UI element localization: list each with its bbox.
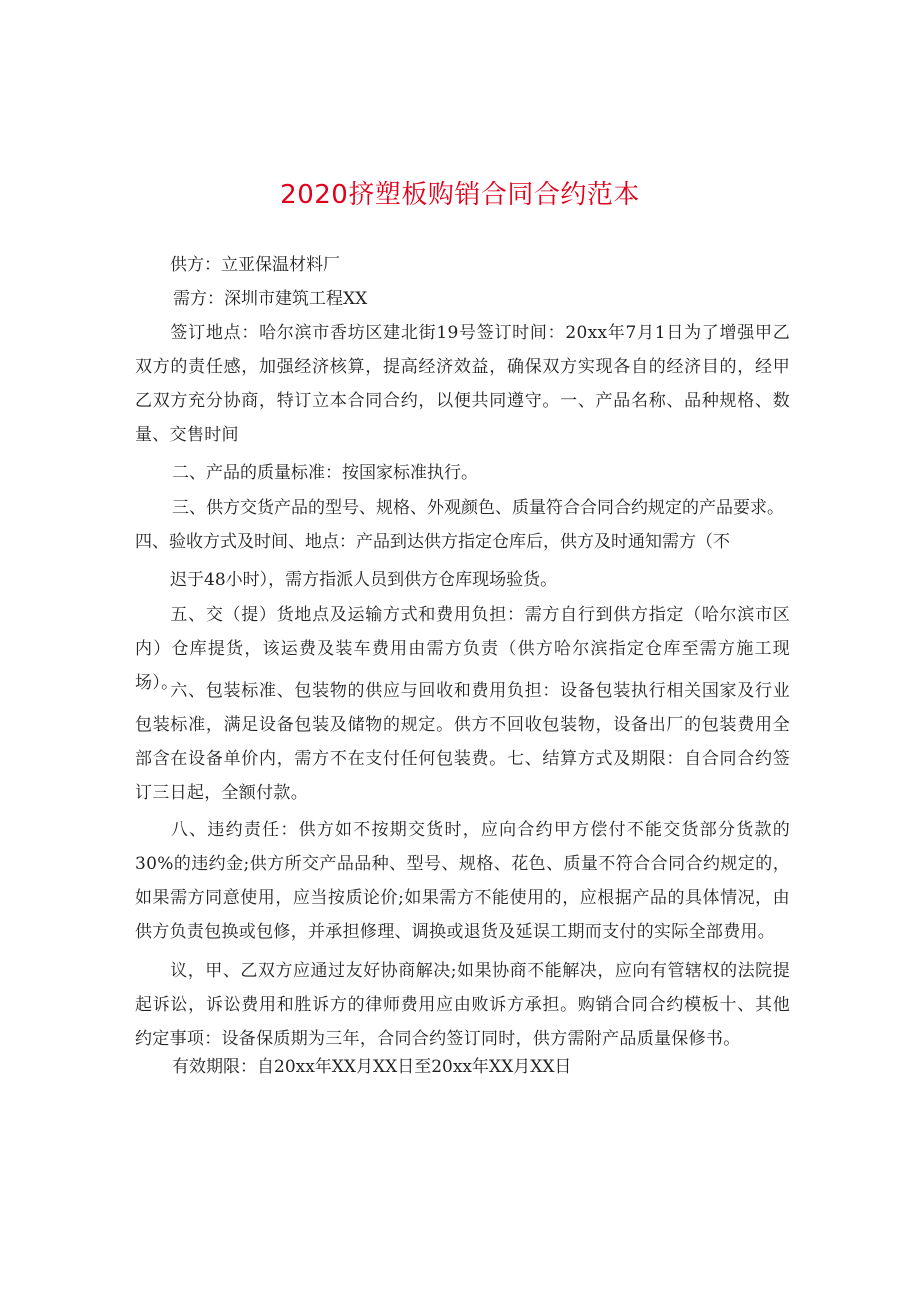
paragraph-transport-text: 五、交（提）货地点及运输方式和费用负担：需方自行到供方指定（哈尔滨市区内）仓库提货，该运费及装车费用由需方负责（供方哈尔滨指定仓库至需方施工现场）。	[135, 605, 790, 693]
paragraph-dispute	[135, 954, 790, 1056]
supplier-line: 供方：立亚保温材料厂	[170, 255, 340, 275]
paragraph-signing-text: 签订地点：哈尔滨市香坊区建北街19号签订时间：20xx年7月1日为了增强甲乙双方的责任感，加强经济核算，提高经济效益，确保双方实现各自的经济目的，经甲乙双方充分协商，特订立本合同合约，以便共同遵守。一、产品名称、品种规格、数量、交售时间	[135, 323, 790, 445]
paragraph-signing	[135, 316, 790, 452]
buyer-line: 需方：深圳市建筑工程XX	[173, 289, 368, 309]
paragraph-packaging	[135, 674, 790, 810]
paragraph-quality: 二、产品的质量标准：按国家标准执行。	[172, 463, 478, 483]
paragraph-acceptance-line1: 四、验收方式及时间、地点：产品到达供方指定仓库后，供方及时通知需方（不	[135, 532, 730, 552]
document-title: 2020挤塑板购销合同合约范本	[280, 180, 640, 210]
paragraph-delivery-spec: 三、供方交货产品的型号、规格、外观颜色、质量符合合同合约规定的产品要求。	[172, 498, 784, 518]
paragraph-dispute-text: 议，甲、乙双方应通过友好协商解决;如果协商不能解决，应向有管辖权的法院提起诉讼，诉讼费用和胜诉方的律师费用应由败诉方承担。购销合同合约模板十、其他约定事项：设备保质期为三年，合同合约签订同时，供方需附产品质量保修书。	[135, 961, 790, 1049]
paragraph-acceptance-line2: 迟于48小时），需方指派人员到供方仓库现场验货。	[170, 570, 558, 590]
validity-line: 有效期限：自20xx年XX月XX日至20xx年XX月XX日	[172, 1057, 572, 1077]
paragraph-packaging-text: 六、包装标准、包装物的供应与回收和费用负担：设备包装执行相关国家及行业包装标准，满足设备包装及储物的规定。供方不回收包装物，设备出厂的包装费用全部含在设备单价内，需方不在支付任何包装费。七、结算方式及期限：自合同合约签订三日起，全额付款。	[135, 681, 790, 803]
paragraph-breach	[135, 813, 790, 949]
paragraph-breach-text: 八、违约责任：供方如不按期交货时，应向合约甲方偿付不能交货部分货款的30%的违约金;供方所交产品品种、型号、规格、花色、质量不符合合同合约规定的，如果需方同意使用，应当按质论价;如果需方不能使用的，应根据产品的具体情况，由供方负责包换或包修，并承担修理、调换或退货及延误工期而支付的实际全部费用。	[135, 820, 790, 942]
